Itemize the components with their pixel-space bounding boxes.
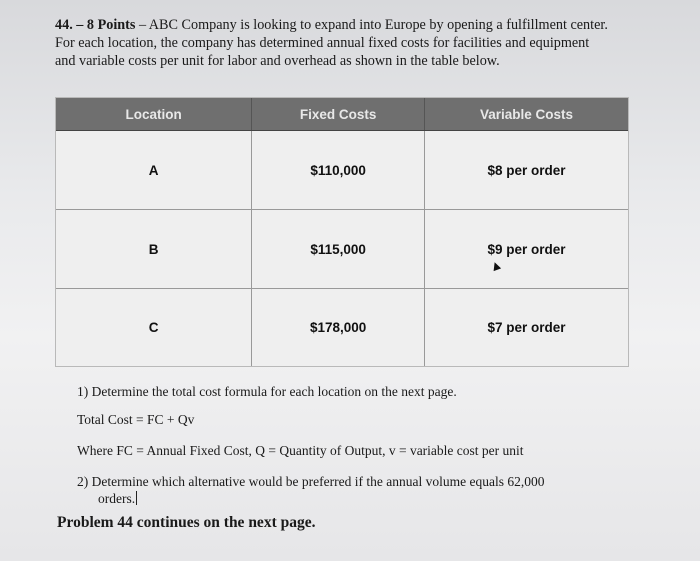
continuation-note: Problem 44 continues on the next page. — [57, 514, 316, 531]
fixed-cost-cell: $115,000 — [252, 210, 425, 289]
text-caret — [136, 491, 137, 505]
column-header-variable-costs: Variable Costs — [424, 98, 628, 131]
question-2-line-2: orders. — [98, 491, 136, 506]
problem-header — [55, 16, 665, 70]
question-2-line-2-wrap[interactable] — [98, 490, 137, 508]
question-1: 1) Determine the total cost formula for each location on the next page. — [77, 384, 457, 399]
table-header-row — [56, 98, 628, 131]
column-header-fixed-costs: Fixed Costs — [252, 98, 425, 131]
location-cell: B — [56, 210, 252, 289]
mouse-cursor-icon — [491, 261, 501, 271]
table-row — [56, 210, 628, 289]
total-cost-formula: Total Cost = FC + Qv — [77, 412, 195, 427]
header-line-1 — [55, 16, 665, 34]
question-2-line-1: 2) Determine which alternative would be preferred if the annual volume equals 62,000 — [77, 474, 545, 489]
column-header-location: Location — [56, 98, 252, 131]
variable-cost-cell: $8 per order — [424, 131, 628, 210]
header-line-2: For each location, the company has determined annual fixed costs for facilities and equipment — [55, 35, 590, 51]
header-line-1-text: – ABC Company is looking to expand into Europe by opening a fulfillment center. — [135, 17, 608, 33]
variable-cost-cell: $9 per order — [487, 241, 566, 257]
table-row — [56, 289, 628, 366]
variable-cost-cell: $7 per order — [487, 320, 566, 336]
variable-cost-cell-content — [487, 242, 565, 257]
variable-cost-cell-wrapper — [424, 210, 628, 289]
header-line-3: and variable costs per unit for labor and overhead as shown in the table below. — [55, 53, 500, 69]
location-cell: C — [56, 289, 252, 366]
question-number: 44. – — [55, 17, 84, 33]
fixed-cost-cell: $110,000 — [252, 131, 425, 210]
points-label: 8 Points — [86, 17, 136, 33]
location-cell: A — [56, 131, 252, 210]
table-row — [56, 131, 628, 210]
formula-definitions: Where FC = Annual Fixed Cost, Q = Quantity of Output, v = variable cost per unit — [77, 443, 524, 458]
cost-table-container — [55, 97, 629, 367]
fixed-cost-cell: $178,000 — [252, 289, 425, 366]
cost-table — [56, 98, 628, 366]
